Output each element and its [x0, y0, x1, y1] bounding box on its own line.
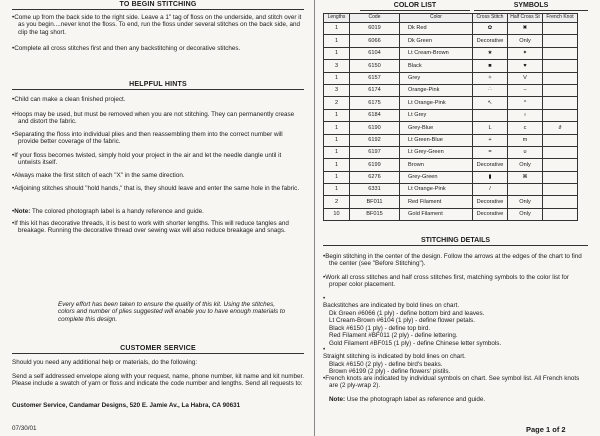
- details-note-label: Note:: [329, 396, 346, 403]
- length: 1: [324, 35, 350, 47]
- color-name: Red Filament: [400, 196, 473, 208]
- french-knot-symbol: [543, 134, 578, 146]
- half-cross-symbol: m: [508, 134, 543, 146]
- quality-note: Every effort has been taken to ensure the quality of this kit. Using the stitches, colors and number of plies suggested will enable you to have enough materials to complete this design.: [58, 301, 286, 323]
- color-name: Grey: [400, 72, 473, 84]
- french-knot-symbol: [543, 109, 578, 121]
- details-item-4: [323, 346, 588, 376]
- cross-stitch-symbol: ▮: [473, 171, 508, 183]
- hints-heading: HELPFUL HINTS: [12, 81, 304, 90]
- details-item-5: • French knots are indicated by individual symbols on chart. See symbol list. All French knots are (2 ply-wrap 2).: [323, 375, 588, 390]
- page-number: Page 1 of 2: [526, 425, 566, 434]
- color-list-row: [324, 84, 578, 96]
- hint-note-label: Note:: [14, 208, 31, 215]
- cross-stitch-symbol: ∴: [473, 84, 508, 96]
- half-cross-symbol: Only: [508, 196, 543, 208]
- length: 1: [324, 47, 350, 59]
- color-name: Grey-Blue: [400, 122, 473, 134]
- hint-item-5: • Always make the first stitch of each "X" in the same direction.: [12, 172, 302, 179]
- hint-item-2: • Hoops may be used, but must be removed when you are not stitching. They can permanently crease and distort the fabric.: [12, 111, 302, 126]
- col-color: Color: [400, 14, 473, 23]
- french-knot-symbol: [543, 196, 578, 208]
- color-list-heading: COLOR LIST: [360, 2, 470, 11]
- cross-stitch-symbol: Decorative: [473, 196, 508, 208]
- date-label: 07/30/01: [12, 425, 37, 432]
- length: 1: [324, 146, 350, 158]
- hint-item-6: • Adjoining stitches should "hold hands," that is, they should leave and enter the same hole in the fabric.: [12, 185, 302, 192]
- half-cross-symbol: ^: [508, 97, 543, 109]
- code: BF011: [350, 196, 400, 208]
- hint-item-4: • If your floss becomes twisted, simply hold your project in the air and let the needle dangle until it untwists itself.: [12, 152, 302, 167]
- french-knot-symbol: [543, 171, 578, 183]
- details-item-4-line-3: Brown #6199 (2 ply) - define flowers' pistils.: [329, 368, 451, 376]
- cross-stitch-symbol: /: [473, 184, 508, 196]
- length: 1: [324, 122, 350, 134]
- color-list-row: [324, 171, 578, 183]
- length: 1: [324, 23, 350, 35]
- col-french-knot: French Knot: [543, 14, 578, 23]
- hint-item-1: • Child can make a clean finished project.: [12, 96, 302, 103]
- french-knot-symbol: [543, 184, 578, 196]
- customer-line-1: Should you need any additional help or materials, do the following:: [12, 359, 198, 366]
- details-item-3-line-1: • Backstitches are indicated by bold lines on chart.: [323, 302, 460, 310]
- half-cross-symbol: ♥: [508, 60, 543, 72]
- length: 1: [324, 109, 350, 121]
- color-name: Lt Grey: [400, 109, 473, 121]
- details-note: [329, 396, 589, 403]
- color-list-row: [324, 196, 578, 208]
- code: BF015: [350, 208, 400, 220]
- length: 1: [324, 134, 350, 146]
- begin-item-2: • Complete all cross stitches first and then any backstitching or decorative stitches.: [12, 45, 302, 52]
- cross-stitch-symbol: L: [473, 122, 508, 134]
- color-name: Gold Filament: [400, 208, 473, 220]
- cross-stitch-symbol: Decorative: [473, 208, 508, 220]
- customer-service-heading: CUSTOMER SERVICE: [12, 345, 304, 354]
- color-name: Brown: [400, 159, 473, 171]
- details-item-2: • Work all cross stitches and half cross stitches first, matching symbols to the color list for proper color placement.: [323, 274, 588, 289]
- color-list-row: [324, 109, 578, 121]
- color-name: Black: [400, 60, 473, 72]
- code: 6197: [350, 146, 400, 158]
- code: 6331: [350, 184, 400, 196]
- color-list-row: [324, 23, 578, 35]
- cross-stitch-symbol: Decorative: [473, 35, 508, 47]
- length: 3: [324, 84, 350, 96]
- french-knot-symbol: [543, 35, 578, 47]
- color-list-row: [324, 97, 578, 109]
- column-divider: [314, 0, 315, 436]
- cross-stitch-symbol: [473, 109, 508, 121]
- color-name: Lt Grey-Green: [400, 146, 473, 158]
- french-knot-symbol: [543, 97, 578, 109]
- code: 6276: [350, 171, 400, 183]
- color-name: Dk Green: [400, 35, 473, 47]
- code: 6192: [350, 134, 400, 146]
- french-knot-symbol: [543, 23, 578, 35]
- length: 1: [324, 72, 350, 84]
- details-item-3-line-4: Black #6150 (1 ply) - define top bird.: [329, 324, 431, 332]
- color-list-row: [324, 47, 578, 59]
- half-cross-symbol: [508, 184, 543, 196]
- half-cross-symbol: Only: [508, 35, 543, 47]
- details-item-3: [323, 295, 588, 347]
- length: 1: [324, 171, 350, 183]
- code: 6190: [350, 122, 400, 134]
- color-list-row: [324, 122, 578, 134]
- col-lengths: Lengths: [324, 14, 350, 23]
- cross-stitch-symbol: =: [473, 146, 508, 158]
- details-item-3-line-5: Red Filament #BF011 (2 ply) - define lettering.: [329, 332, 458, 340]
- half-cross-symbol: –: [508, 84, 543, 96]
- cross-stitch-symbol: ✧: [473, 72, 508, 84]
- begin-item-1: • Come up from the back side to the right side. Leave a 1" tag of floss on the underside, and stitch over it as you begin....never knot the floss. To end, run the floss under several stitches on the back side, and clip the tag short.: [12, 14, 302, 36]
- color-name: Lt Green-Blue: [400, 134, 473, 146]
- color-list-row: [324, 146, 578, 158]
- french-knot-symbol: [543, 84, 578, 96]
- length: 10: [324, 208, 350, 220]
- col-half-cross: Half Cross St: [508, 14, 543, 23]
- french-knot-symbol: [543, 60, 578, 72]
- french-knot-symbol: [543, 72, 578, 84]
- color-list-table: [323, 13, 578, 221]
- hint-note: [12, 208, 302, 215]
- half-cross-symbol: υ: [508, 146, 543, 158]
- code: 6104: [350, 47, 400, 59]
- color-name: Lt Cream-Brown: [400, 47, 473, 59]
- color-list-row: [324, 184, 578, 196]
- cross-stitch-symbol: +: [473, 134, 508, 146]
- french-knot-symbol: [543, 159, 578, 171]
- color-list-row: [324, 134, 578, 146]
- stitching-details-heading: STITCHING DETAILS: [323, 237, 588, 246]
- color-list-row: [324, 208, 578, 220]
- color-list-row: [324, 35, 578, 47]
- length: 2: [324, 97, 350, 109]
- customer-address: Customer Service, Candamar Designs, 520 E. Jamie Av., La Habra, CA 90631: [12, 402, 241, 409]
- french-knot-symbol: [543, 208, 578, 220]
- code: 6157: [350, 72, 400, 84]
- french-knot-symbol: [543, 146, 578, 158]
- cross-stitch-symbol: ■: [473, 60, 508, 72]
- half-cross-symbol: Only: [508, 208, 543, 220]
- color-list-header-row: [324, 14, 578, 23]
- length: 3: [324, 60, 350, 72]
- color-name: Dk Red: [400, 23, 473, 35]
- hint-item-3: • Separating the floss into individual plies and then reassembling them into the correct number will provide better coverage of the fabric.: [12, 131, 302, 146]
- color-list-row: [324, 60, 578, 72]
- code: 6174: [350, 84, 400, 96]
- cross-stitch-symbol: ★: [473, 47, 508, 59]
- customer-line-2: Send a self addressed envelope along with your request, name, phone number, kit name and kit number. Please include a swatch of yarn or floss and indicate the code number and lengths. Send all requests to:: [12, 373, 304, 388]
- details-item-3-line-6: Gold Filament #BF015 (1 ply) - define Chinese letter symbols.: [329, 339, 502, 347]
- half-cross-symbol: ✖: [508, 23, 543, 35]
- details-item-3-line-3: Lt Cream-Brown #6104 (1 ply) - define flower petals.: [329, 317, 475, 325]
- length: 1: [324, 159, 350, 171]
- code: 6019: [350, 23, 400, 35]
- color-name: Lt Orange-Pink: [400, 97, 473, 109]
- cross-stitch-symbol: Decorative: [473, 159, 508, 171]
- hint-item-7: • If this kit has decorative threads, it is best to work with shorter lengths. This will reduce tangles and breakage. Running the decorative thread over sewing wax will also reduce breakage and snags.: [12, 220, 302, 235]
- half-cross-symbol: V: [508, 72, 543, 84]
- french-knot-symbol: ∂: [543, 122, 578, 134]
- hint-note-text: The colored photograph label is a handy reference and guide.: [31, 208, 204, 215]
- french-knot-symbol: [543, 47, 578, 59]
- color-list-row: [324, 72, 578, 84]
- length: 1: [324, 184, 350, 196]
- half-cross-symbol: c: [508, 122, 543, 134]
- color-name: Orange-Pink: [400, 84, 473, 96]
- details-item-3-line-2: Dk Green #6066 (1 ply) - define bottom bird and leaves.: [329, 309, 485, 317]
- code: 6066: [350, 35, 400, 47]
- length: 2: [324, 196, 350, 208]
- details-item-1: • Begin stitching in the center of the design. Follow the arrows at the edges of the chart to find the center (see "Before Stitching").: [323, 253, 588, 268]
- code: 6199: [350, 159, 400, 171]
- details-item-4-line-1: • Straight stitching is indicated by bold lines on chart.: [323, 353, 466, 361]
- half-cross-symbol: Only: [508, 159, 543, 171]
- begin-heading: TO BEGIN STITCHING: [12, 1, 304, 10]
- color-list-row: [324, 159, 578, 171]
- code: 6175: [350, 97, 400, 109]
- color-name: Grey-Green: [400, 171, 473, 183]
- half-cross-symbol: ⌘: [508, 171, 543, 183]
- code: 6150: [350, 60, 400, 72]
- cross-stitch-symbol: ↖: [473, 97, 508, 109]
- color-name: Lt Orange-Pink: [400, 184, 473, 196]
- cross-stitch-symbol: ✿: [473, 23, 508, 35]
- col-cross-stitch: Cross Stitch: [473, 14, 508, 23]
- details-item-4-line-2: Black #6150 (2 ply) - define bird's beaks.: [329, 360, 443, 368]
- code: 6184: [350, 109, 400, 121]
- details-note-text: Use the photograph label as reference and guide.: [346, 396, 486, 403]
- col-code: Code: [350, 14, 400, 23]
- symbols-heading: SYMBOLS: [474, 2, 588, 11]
- half-cross-symbol: ♁: [508, 109, 543, 121]
- half-cross-symbol: ✦: [508, 47, 543, 59]
